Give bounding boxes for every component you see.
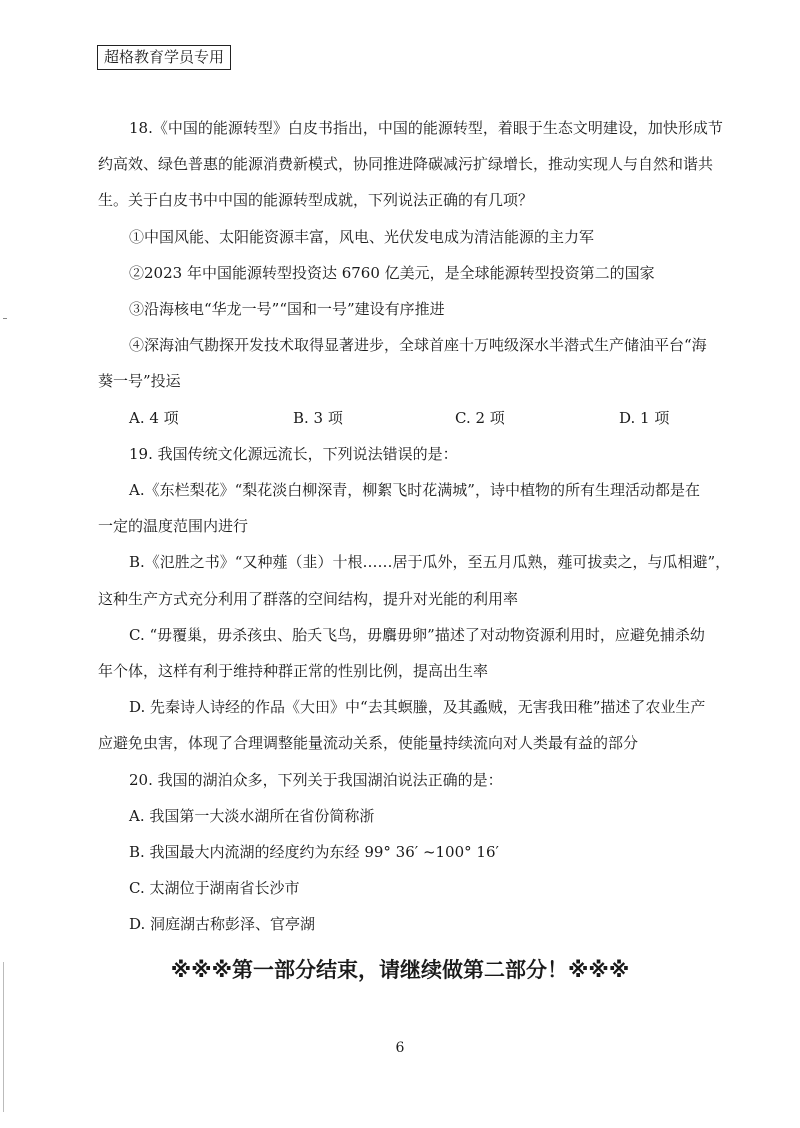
q18-stem-line-1: 18.《中国的能源转型》白皮书指出，中国的能源转型，着眼于生态文明建设，加快形成节 bbox=[129, 119, 723, 137]
q19-option-b-line-2: 这种生产方式充分利用了群落的空间结构，提升对光能的利用率 bbox=[98, 589, 519, 608]
q19-option-b-line-1: B.《氾胜之书》“又种薤（韭）十根……居于瓜外，至五月瓜熟，薤可拔卖之，与瓜相避”， bbox=[129, 553, 731, 572]
q18-choice-a: A. 4 项 bbox=[129, 408, 179, 427]
q20-option-d: D. 洞庭湖古称彭泽、官亭湖 bbox=[129, 915, 316, 934]
q19-stem: 19. 我国传统文化源远流长，下列说法错误的是： bbox=[129, 444, 458, 463]
q18-item-2: ②2023 年中国能源转型投资达 6760 亿美元，是全球能源转型投资第二的国家 bbox=[129, 263, 655, 282]
q20-option-b: B. 我国最大内流湖的经度约为东经 99° 36′ ~100° 16′ bbox=[129, 843, 499, 862]
q18-item-4: ④深海油气勘探开发技术取得显著进步，全球首座十万吨级深水半潜式生产储油平台“海 bbox=[129, 336, 707, 355]
q18-stem-line-3: 生。关于白皮书中中国的能源转型成就，下列说法正确的有几项？ bbox=[98, 191, 534, 210]
q20-option-c: C. 太湖位于湖南省长沙市 bbox=[129, 879, 300, 898]
q19-option-a-line-2: 一定的温度范围内进行 bbox=[98, 517, 249, 536]
question-19 bbox=[98, 436, 731, 762]
q18-item-1: ①中国风能、太阳能资源丰富，风电、光伏发电成为清洁能源的主力军 bbox=[129, 227, 595, 246]
q19-option-d-line-1: D. 先秦诗人诗经的作品《大田》中“去其螟螣，及其蟊贼，无害我田稚”描述了农业生产 bbox=[129, 698, 706, 717]
question-18 bbox=[98, 110, 723, 436]
q18-item-3: ③沿海核电“华龙一号”“国和一号”建设有序推进 bbox=[129, 300, 445, 319]
q19-option-d-line-2: 应避免虫害，体现了合理调整能量流动关系，使能量持续流向对人类最有益的部分 bbox=[98, 734, 639, 753]
q18-stem-line-2: 约高效、绿色普惠的能源消费新模式，协同推进降碳减污扩绿增长，推动实现人与自然和谐共 bbox=[98, 155, 714, 174]
q18-choice-d: D. 1 项 bbox=[619, 408, 670, 427]
q18-choice-c: C. 2 项 bbox=[455, 408, 505, 427]
section-end-banner: ※※※第一部分结束，请继续做第二部分！※※※ bbox=[170, 958, 630, 982]
q20-stem: 20. 我国的湖泊众多，下列关于我国湖泊说法正确的是： bbox=[129, 770, 503, 789]
q18-choice-b: B. 3 项 bbox=[293, 408, 343, 427]
question-20 bbox=[98, 762, 698, 943]
q19-option-c-line-1: C. “毋覆巢，毋杀孩虫、胎夭飞鸟，毋麛毋卵”描述了对动物资源利用时，应避免捕杀幼 bbox=[129, 625, 705, 644]
scan-mark-2 bbox=[3, 962, 4, 1112]
page-number: 6 bbox=[395, 1040, 405, 1056]
q20-option-a: A. 我国第一大淡水湖所在省份简称浙 bbox=[129, 806, 375, 825]
header-label: 超格教育学员专用 bbox=[104, 48, 225, 66]
exam-content bbox=[98, 110, 731, 943]
q19-option-a-line-1: A.《东栏梨花》“梨花淡白柳深青，柳絮飞时花满城”，诗中植物的所有生理活动都是在 bbox=[129, 481, 700, 500]
q18-item-4-continued: 葵一号”投运 bbox=[98, 372, 181, 391]
q18-choices bbox=[98, 400, 698, 436]
scan-mark-1 bbox=[3, 318, 7, 319]
header-label-box bbox=[97, 45, 231, 70]
q19-option-c-line-2: 年个体，这样有利于维持种群正常的性别比例，提高出生率 bbox=[98, 662, 489, 681]
